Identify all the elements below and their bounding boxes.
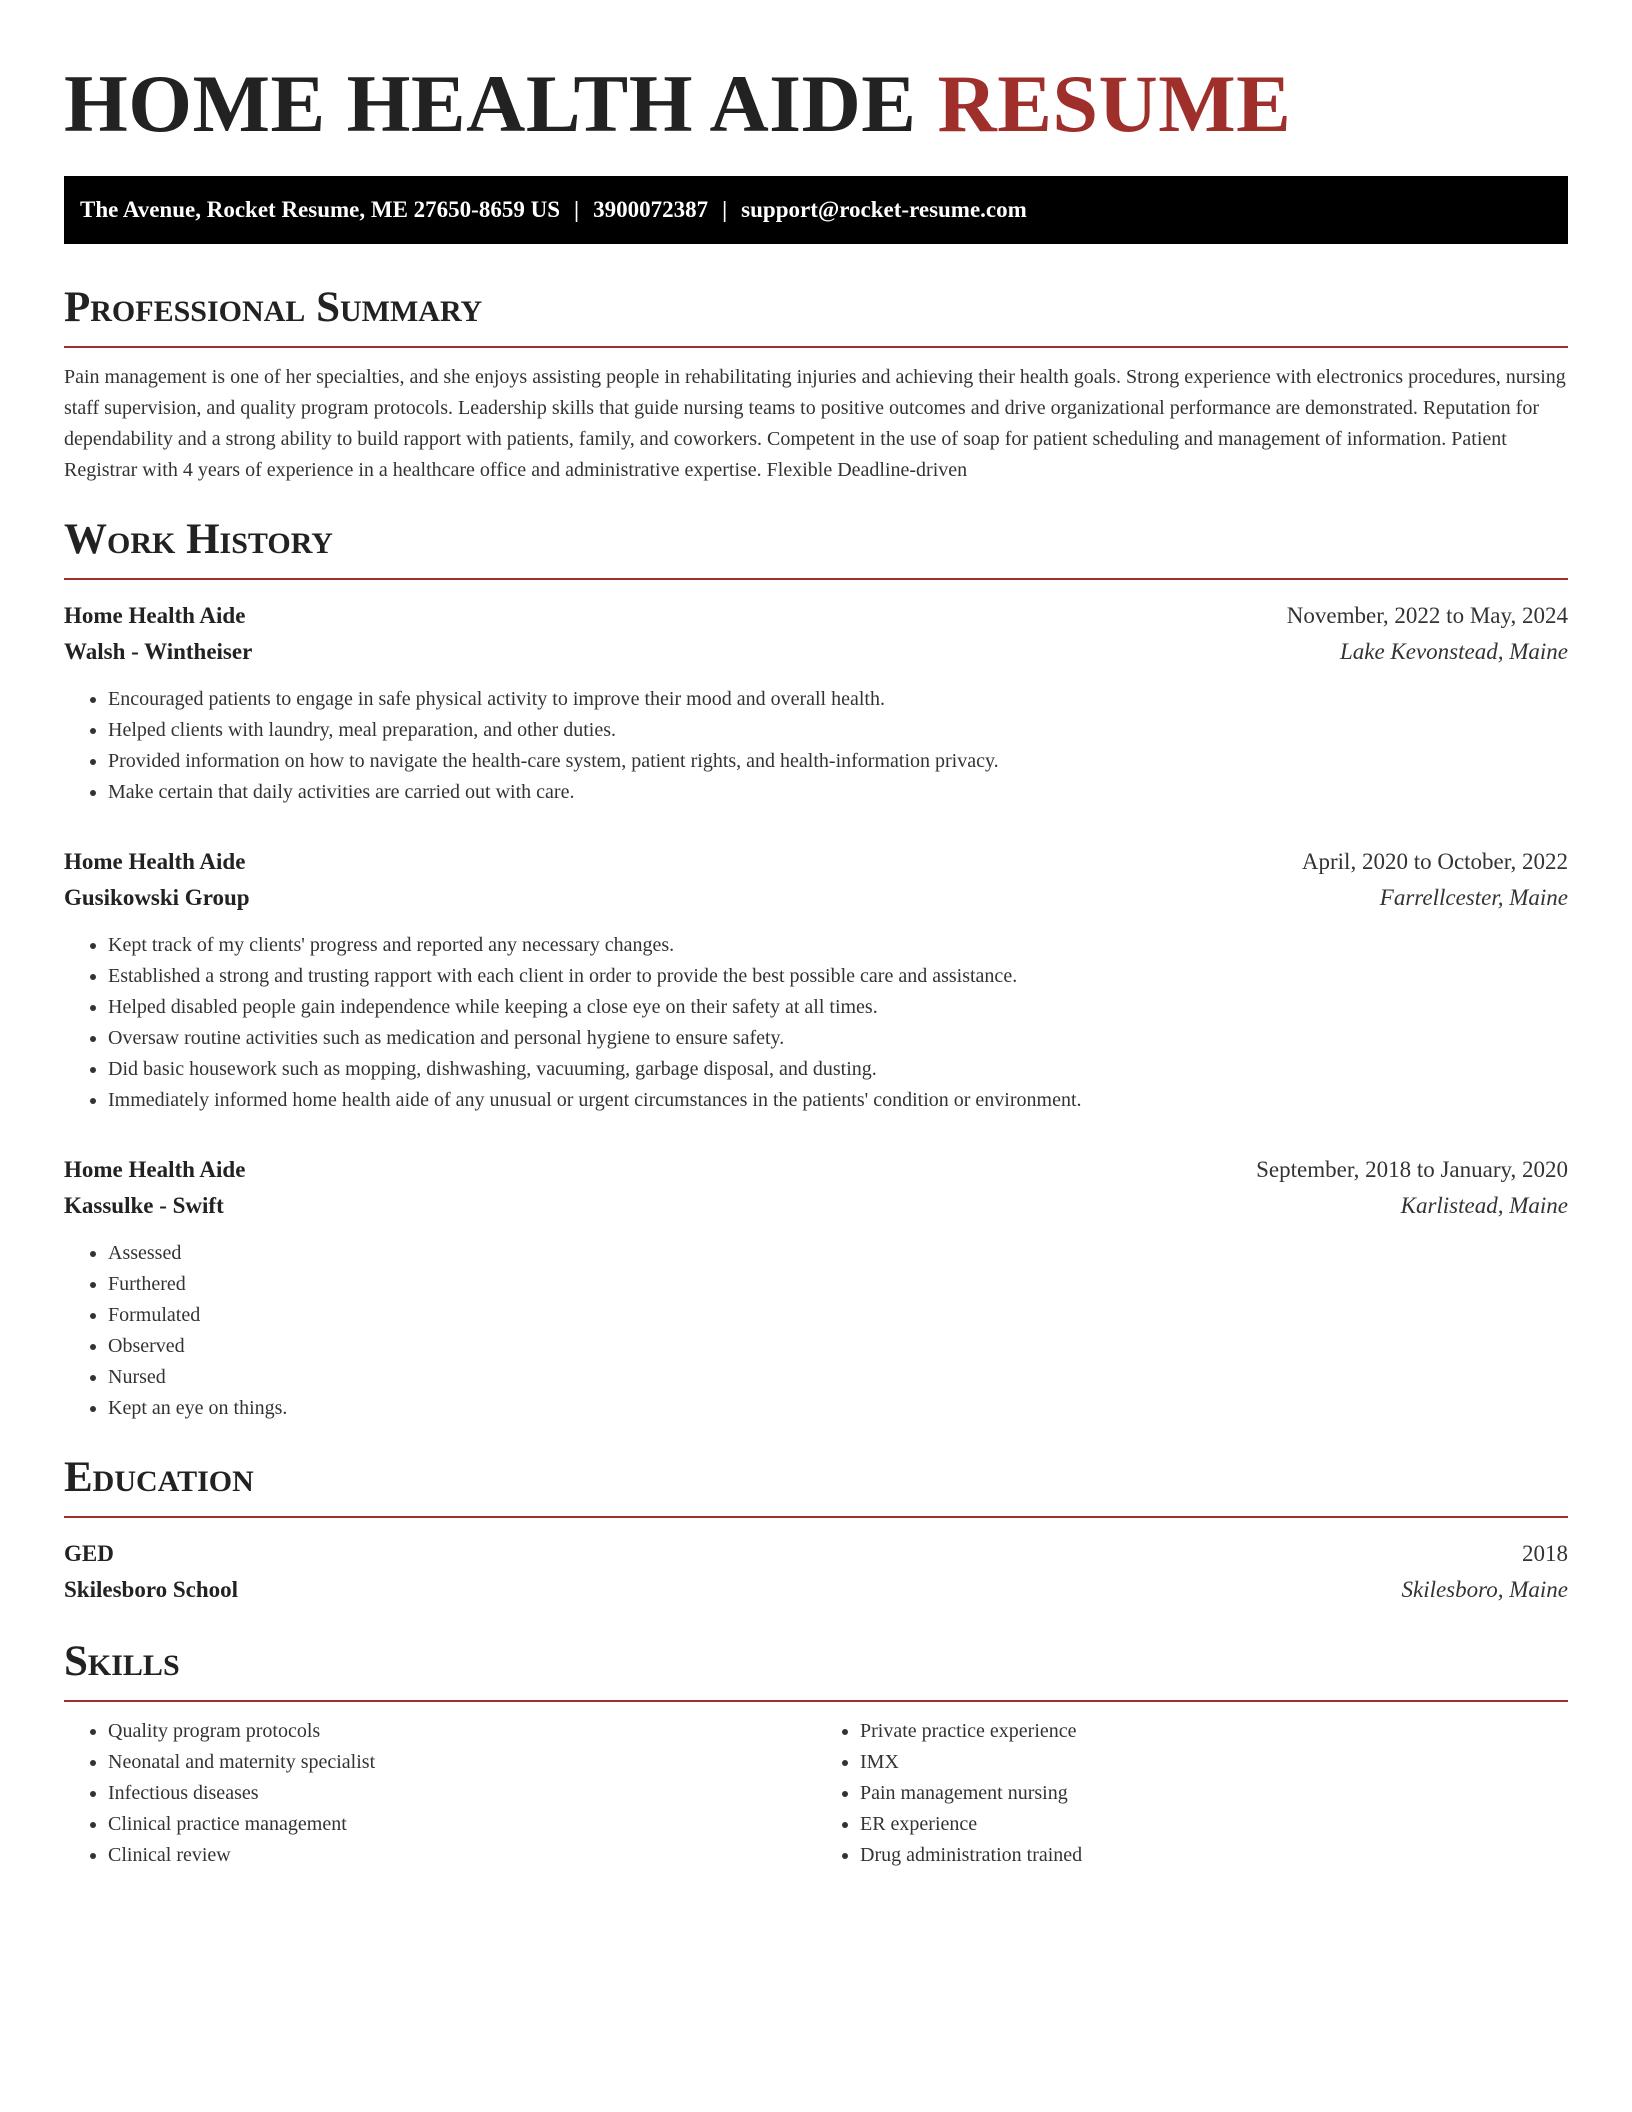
skill-item: • Pain management nursing — [860, 1778, 1568, 1809]
education-degree: GED — [64, 1541, 114, 1566]
job-duty: • Formulated — [108, 1300, 1568, 1331]
job-duty: • Encouraged patients to engage in safe physical activity to improve their mood and overall health. — [108, 684, 1568, 715]
education-location: Skilesboro, Maine — [1401, 1577, 1568, 1602]
education-entry — [64, 1536, 1568, 1608]
summary-text: Pain management is one of her specialties, and she enjoys assisting people in rehabilitating injuries and achieving their health goals. Strong experience with electronics procedures, nursing staff supervision, and quality program protocols. Leadership skills that guide nursing teams to positive outcomes and drive organizational performance are demonstrated. Reputation for dependability and a strong ability to build rapport with patients, family, and coworkers. Competent in the use of soap for patient scheduling and management of information. Patient Registrar with 4 years of experience in a healthcare office and administrative expertise. Flexible Deadline-driven — [64, 366, 1566, 481]
job-company: Walsh - Wintheiser — [64, 639, 253, 664]
skill-item: • IMX — [860, 1747, 1568, 1778]
education-year: 2018 — [1522, 1541, 1568, 1566]
job-duty: • Observed — [108, 1331, 1568, 1362]
job-duty: • Kept an eye on things. — [108, 1393, 1568, 1424]
skills-list-right — [816, 1716, 1568, 1871]
job-dates: November, 2022 to May, 2024 — [1286, 603, 1568, 628]
job-duties-list — [64, 1238, 1568, 1424]
job-title: Home Health Aide — [64, 1157, 246, 1182]
title-main: HOME HEALTH AIDE — [64, 58, 917, 149]
job-title: Home Health Aide — [64, 603, 246, 628]
job-title: Home Health Aide — [64, 849, 246, 874]
contact-bar — [64, 176, 1568, 244]
summary-heading: Professional Summary — [64, 282, 1568, 348]
job-duty: • Provided information on how to navigate the health-care system, patient rights, and health-information privacy. — [108, 746, 1568, 777]
job-entry — [64, 844, 1568, 1116]
job-duty: • Helped disabled people gain independence while keeping a close eye on their safety at all times. — [108, 992, 1568, 1023]
job-duty: • Established a strong and trusting rapport with each client in order to provide the best possible care and assistance. — [108, 961, 1568, 992]
resume-title — [64, 54, 1568, 154]
job-location: Karlistead, Maine — [1400, 1193, 1568, 1218]
work-history-heading: Work History — [64, 514, 1568, 580]
contact-email: support@rocket-resume.com — [741, 197, 1027, 222]
skills-list-left — [64, 1716, 816, 1871]
job-entry — [64, 598, 1568, 808]
title-accent: RESUME — [937, 58, 1292, 149]
skill-item: • Infectious diseases — [108, 1778, 816, 1809]
skill-item: • Clinical practice management — [108, 1809, 816, 1840]
job-duties-list — [64, 930, 1568, 1116]
skill-item: • Private practice experience — [860, 1716, 1568, 1747]
contact-phone: 3900072387 — [593, 197, 709, 222]
contact-separator: | — [574, 197, 580, 222]
job-duty: • Furthered — [108, 1269, 1568, 1300]
education-school: Skilesboro School — [64, 1577, 239, 1602]
skill-item: • Drug administration trained — [860, 1840, 1568, 1871]
job-location: Farrellcester, Maine — [1379, 885, 1568, 910]
education-heading: Education — [64, 1452, 1568, 1518]
job-entry — [64, 1152, 1568, 1424]
job-location: Lake Kevonstead, Maine — [1339, 639, 1568, 664]
skills-heading: Skills — [64, 1636, 1568, 1702]
skill-item: • Quality program protocols — [108, 1716, 816, 1747]
job-duty: • Immediately informed home health aide of any unusual or urgent circumstances in the patients' condition or environment. — [108, 1085, 1568, 1116]
contact-address: The Avenue, Rocket Resume, ME 27650-8659 US — [80, 197, 560, 222]
job-duty: • Kept track of my clients' progress and reported any necessary changes. — [108, 930, 1568, 961]
contact-separator: | — [722, 197, 728, 222]
skill-item: • Clinical review — [108, 1840, 816, 1871]
job-duty: • Nursed — [108, 1362, 1568, 1393]
job-dates: September, 2018 to January, 2020 — [1256, 1157, 1568, 1182]
job-duty: • Helped clients with laundry, meal preparation, and other duties. — [108, 715, 1568, 746]
job-duty: • Did basic housework such as mopping, dishwashing, vacuuming, garbage disposal, and dusting. — [108, 1054, 1568, 1085]
job-duty: • Assessed — [108, 1238, 1568, 1269]
skill-item: • Neonatal and maternity specialist — [108, 1747, 816, 1778]
job-duty: • Oversaw routine activities such as medication and personal hygiene to ensure safety. — [108, 1023, 1568, 1054]
skills-grid — [64, 1716, 1568, 1871]
job-duty: • Make certain that daily activities are carried out with care. — [108, 777, 1568, 808]
job-company: Gusikowski Group — [64, 885, 250, 910]
job-company: Kassulke - Swift — [64, 1193, 224, 1218]
job-dates: April, 2020 to October, 2022 — [1301, 849, 1568, 874]
job-duties-list — [64, 684, 1568, 808]
skill-item: • ER experience — [860, 1809, 1568, 1840]
